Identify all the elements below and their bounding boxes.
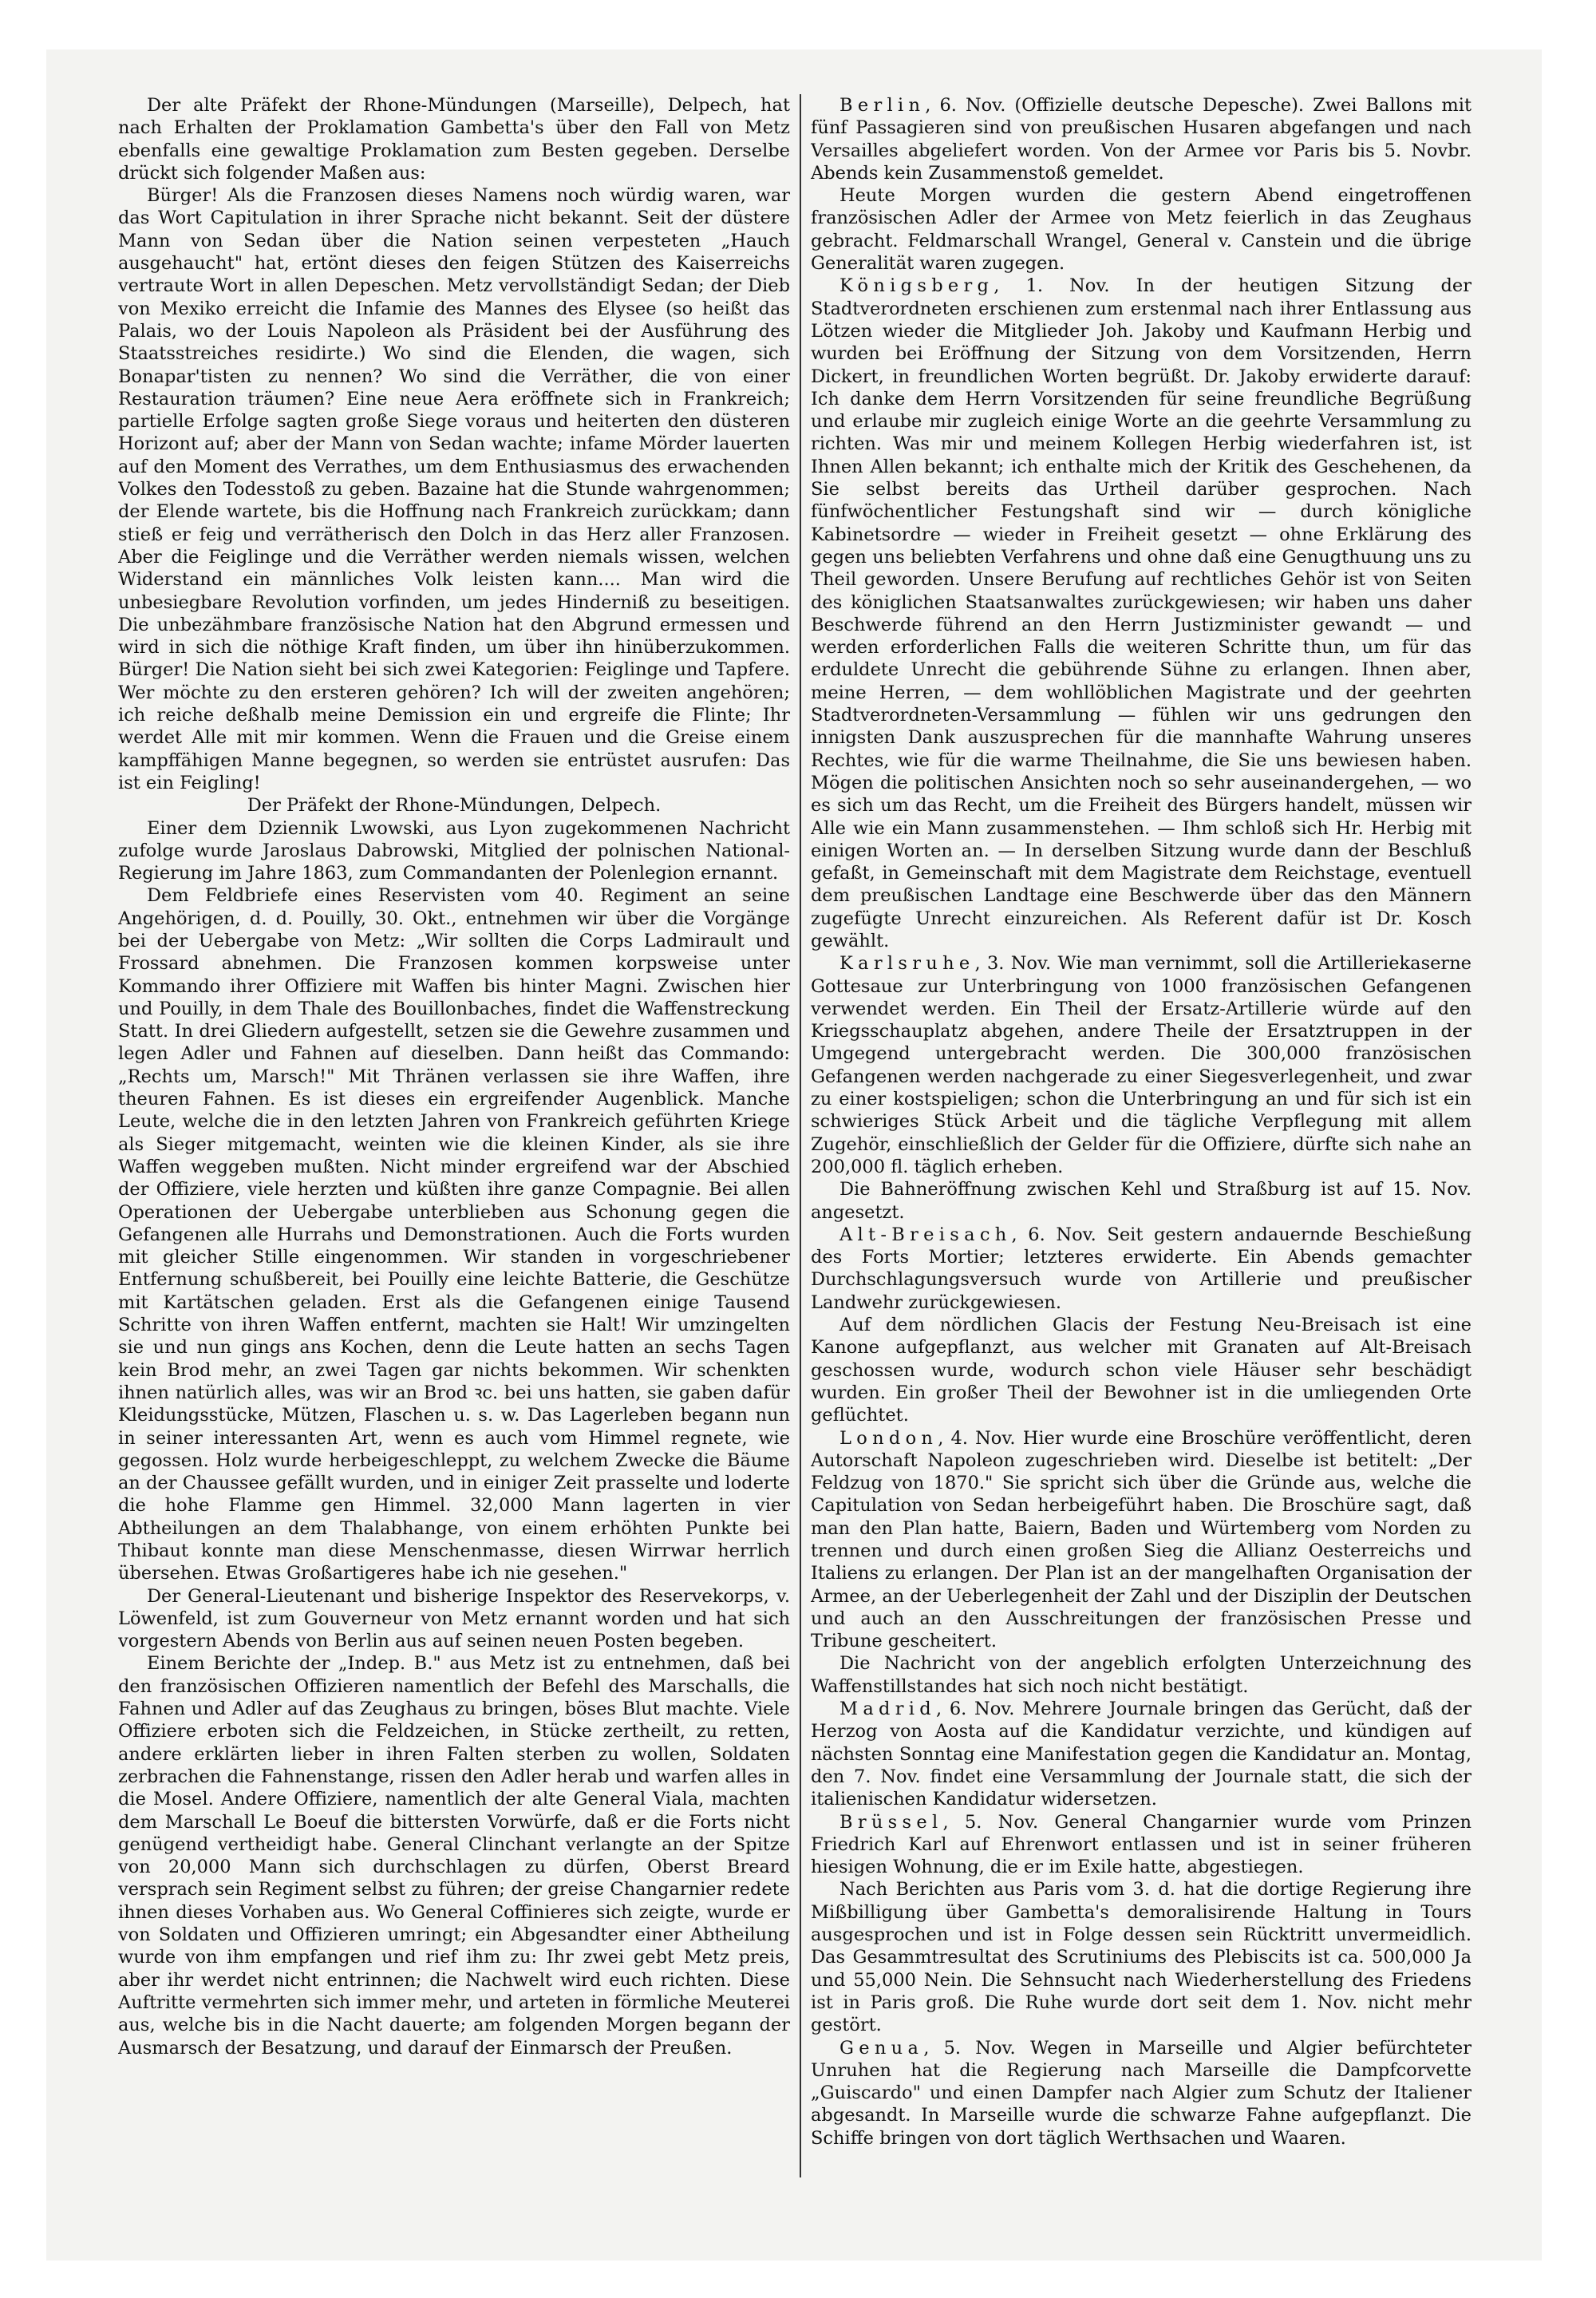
paragraph-text: Einer dem Dziennik Lwowski, aus Lyon zugekommenen Nachricht zufolge wurde Jaroslaus Dabrowski, Mitglied der polnischen National-Regierung im Jahre 1863, zum Commandanten der Polenlegion ernannt. (118, 817, 790, 884)
article-paragraph (811, 1878, 1472, 2036)
article-paragraph (118, 94, 790, 184)
paragraph-text: Auf dem nördlichen Glacis der Festung Neu-Breisach ist eine Kanone aufgepflanzt, aus welcher mit Granaten auf Alt-Breisach geschossen wurde, wodurch schon viele Häuser sehr beschädigt wurden. Ein großer Theil der Bewohner ist in die umliegenden Orte geflüchtet. (811, 1315, 1472, 1426)
paragraph-text: Dem Feldbriefe eines Reservisten vom 40. Regiment an seine Angehörigen, d. d. Pouilly, 30. Okt., entnehmen wir über die Vorgänge bei der Uebergabe von Metz: „Wir sollten die Corps Ladmirault und Frossard abnehmen. Die Franzosen kommen korpsweise unter Kommando ihrer Offiziere mit Waffen bis hinter Magni. Zwischen hier und Pouilly, in dem Thale des Bouillonbaches, findet die Waffenstreckung Statt. In drei Gliedern aufgestellt, setzen sie die Gewehre zusammen und legen Adler und Fahnen auf dieselben. Dann heißt das Commando: „Rechts um, Marsch!" Mit Thränen verlassen sie ihre Waffen, ihre theuren Fahnen. Es ist dieses ein ergreifender Augenblick. Manche Leute, welche die in den letzten Jahren von Frankreich geführten Kriege als Sieger mitgemacht, weinten wie die kleinen Kinder, als sie ihre Waffen weggeben mußten. Nicht minder ergreifend war der Abschied der Offiziere, viele herzten und küßten ihre ganze Compagnie. Bei allen Operationen der Uebergabe unterblieben aus Schonung gegen die Gefangenen alle Hurrahs und Demonstrationen. Auch die Forts wurden mit gleicher Stille eingenommen. Wir standen in vorgeschriebener Entfernung schußbereit, bei Pouilly eine leichte Batterie, die Geschütze mit Kartätschen geladen. Erst als die Gefangenen einige Tausend Schritte von ihren Waffen entfernt, machten sie Halt! Wir umzingelten sie und nun gings ans Kochen, denn die Leute hatten an sechs Tagen kein Brod mehr, an zwei Tagen gar nichts bekommen. Wir schenkten ihnen natürlich alles, was wir an Brod ꝛc. bei uns hatten, sie gaben dafür Kleidungsstücke, Mützen, Flaschen u. s. w. Das Lagerleben begann nun in seiner interessanten Art, wenn es auch vom Himmel regnete, wie gegossen. Holz wurde herbeigeschleppt, zu welchem Zwecke die Bäume an der Chaussee gefällt wurden, und in einiger Zeit prasselte und loderte die hohe Flamme gen Himmel. 32,000 Mann lagerten in vier Abtheilungen an dem Thalabhange, von einem erhöhten Punkte bei Thibaut konnte man diese Menschenmasse, diesen Wirrwar herrlich übersehen. Etwas Großartigeres habe ich nie gesehen." (118, 885, 790, 1584)
left-column (118, 94, 790, 2225)
right-column (811, 94, 1472, 2225)
article-paragraph (811, 94, 1472, 184)
column-divider (800, 94, 801, 2177)
paragraph-text: , 5. Nov. Wegen in Marseille und Algier befürchteter Unruhen hat die Regierung nach Marseille die Dampfcorvette „Guiscardo" und einen Dampfer nach Algier zum Schutz der Italiener abgesandt. In Marseille wurde die schwarze Fahne aufgepflanzt. Die Schiffe bringen von dort täglich Werthsachen und Waaren. (811, 2037, 1472, 2149)
article-paragraph (811, 1178, 1472, 1224)
paragraph-text: Der General-Lieutenant und bisherige Inspektor des Reservekorps, v. Löwenfeld, ist zum Gouverneur von Metz ernannt worden und hat sich vorgestern Abends von Berlin aus auf seinen neuen Posten begeben. (118, 1585, 790, 1652)
paragraph-text: Der Präfekt der Rhone-Mündungen, Delpech. (247, 795, 662, 817)
article-paragraph (118, 1652, 790, 2059)
dateline-place: Karlsruhe (839, 953, 975, 975)
article-paragraph (118, 184, 790, 794)
paragraph-text: Einem Berichte der „Indep. B." aus Metz ist zu entnehmen, daß bei den französischen Offizieren namentlich der Befehl des Marschalls, die Fahnen und Adler auf das Zeughaus zu bringen, böses Blut machte. Viele Offiziere erboten sich die Feldzeichen, in Stücke zertheilt, zu retten, andere erklärten lieber in ihren Falten sterben zu wollen, Soldaten zerbrachen die Fahnenstange, rissen den Adler herab und warfen alles in die Mosel. Andere Offiziere, namentlich der alte General Viala, machten dem Marschall Le Boeuf die bittersten Vorwürfe, daß er die Forts nicht genügend vertheidigt habe. General Clinchant verlangte an der Spitze von 20,000 Mann sich durchschlagen zu dürfen, Oberst Breard versprach sein Regiment selbst zu führen; der greise Changarnier redete ihnen dieses Vorhaben aus. Wo General Coffinieres sich zeigte, wurde er von Soldaten und Offizieren umringt; ein Abgesandter einer Abtheilung wurde von ihm empfangen und rief ihm zu: Ihr zwei gebt Metz preis, aber ihr werdet nicht entrinnen; die Nachwelt wird euch richten. Diese Auftritte vermehrten sich immer mehr, und arteten in förmliche Meuterei aus, welche bis in die Nacht dauerte; am folgenden Morgen begann der Ausmarsch der Besatzung, und darauf der Einmarsch der Preußen. (118, 1653, 790, 2059)
article-paragraph (811, 275, 1472, 952)
article-paragraph (118, 1585, 790, 1653)
dateline-place: Berlin (839, 95, 926, 116)
paragraph-text: Der alte Präfekt der Rhone-Mündungen (Marseille), Delpech, hat nach Erhalten der Proklamation Gambetta's über den Fall von Metz ebenfalls eine gewaltige Proklamation zum Besten gegeben. Derselbe drückt sich folgender Maßen aus: (118, 95, 790, 184)
article-paragraph (118, 884, 790, 1584)
article-paragraph (811, 952, 1472, 1178)
article-paragraph (811, 1698, 1472, 1810)
dateline-place: London (839, 1427, 938, 1449)
paragraph-text: Die Bahneröffnung zwischen Kehl und Straßburg ist auf 15. Nov. angesetzt. (811, 1179, 1472, 1223)
paragraph-text: , 5. Nov. General Changarnier wurde vom Prinzen Friedrich Karl auf Ehrenwort entlassen und ist in seiner früheren hiesigen Wohnung, die er im Exile hatte, abgestiegen. (811, 1811, 1472, 1878)
paragraph-text: , 6. Nov. Mehrere Journale bringen das Gerücht, daß der Herzog von Aosta auf die Kandidatur verzichte, und kündigen auf nächsten Sonntag eine Manifestation gegen die Kandidatur an. Montag, den 7. Nov. findet eine Versammlung der Journale statt, die sich der italienischen Kandidatur widersetzen. (811, 1699, 1472, 1810)
paragraph-text: , 3. Nov. Wie man vernimmt, soll die Artilleriekaserne Gottesaue zur Unterbringung von 1000 französischen Gefangenen verwendet werden. Ein Theil der Ersatz-Artillerie würde auf den Kriegsschauplatz abgehen, andere Theile der Ersatztruppen in der Umgegend untergebracht werden. Die 300,000 französischen Gefangenen werden nachgerade zu einer Siegesverlegenheit, und zwar zu einer kostspieligen; schon die Unterbringung an und für sich ist ein schwieriges Stück Arbeit und die tägliche Verpflegung mit allem Zugehör, einschließlich der Gelder für die Offiziere, dürfte sich nahe an 200,000 fl. täglich erheben. (811, 953, 1472, 1177)
paragraph-text: Nach Berichten aus Paris vom 3. d. hat die dortige Regierung ihre Mißbilligung über Gambetta's demoralisirende Haltung in Tours ausgesprochen und ist in Folge dessen sein Rücktritt unvermeidlich. Das Gesammtresultat des Scrutiniums des Plebiscits ist ca. 500,000 Ja und 55,000 Nein. Die Sehnsucht nach Wiederherstellung des Friedens ist in Paris groß. Die Ruhe wurde dort seit dem 1. Nov. nicht mehr gestört. (811, 1879, 1472, 2036)
paragraph-text: , 6. Nov. Seit gestern andauernde Beschießung des Forts Mortier; letzteres erwiderte. Ein Abends gemachter Durchschlagungsversuch wurde von Artillerie und preußischer Landwehr zurückgewiesen. (811, 1224, 1472, 1313)
dateline-place: Alt-Breisach (839, 1224, 1012, 1245)
dateline-place: Brüssel (839, 1811, 943, 1833)
paragraph-text: Bürger! Als die Franzosen dieses Namens noch würdig waren, war das Wort Capitulation in ihrer Sprache nicht bekannt. Seit der düstere Mann von Sedan über die Nation seinen verpesteten „Hauch ausgehaucht" hat, ertönt dieses den feigen Stützen des Kaiserreichs vertraute Wort in allen Depeschen. Metz vervollständigt Sedan; der Dieb von Mexiko erreicht die Infamie des Mannes des Elysee (so heißt das Palais, wo der Louis Napoleon als Präsident bei der Ausführung des Staatsstreiches residirte.) Wo sind die Elenden, die wagen, sich Bonapar'tisten zu nennen? Wo sind die Verräther, die von einer Restauration träumen? Eine neue Aera eröffnete sich in Frankreich; partielle Erfolge sagten große Siege voraus und heiterten den düsteren Horizont auf; aber der Mann von Sedan wachte; infame Mörder lauerten auf den Moment des Verrathes, um dem Enthusiasmus des erwachenden Volkes den Todesstoß zu geben. Bazaine hat die Stunde wahrgenommen; der Elende wartete, bis die Hoffnung nach Frankreich zurückkam; dann stieß er feig und verrätherisch den Dolch in das Herz aller Franzosen. Aber die Feiglinge und die Verräther werden niemals wissen, welchen Widerstand ein männliches Volk leisten kann.... Man wird die unbesiegbare Revolution vorfinden, um jedes Hinderniß zu beseitigen. Die unbezähmbare französische Nation hat den Abgrund ermessen und wird in sich die nöthige Kraft finden, um über ihn hinüberzukommen. Bürger! Die Nation sieht bei sich zwei Kategorien: Feiglinge und Tapfere. Wer möchte zu den ersteren gehören? Ich will der zweiten angehören; ich reiche deßhalb meine Demission ein und ergreife die Flinte; Ihr werdet Alle mit mir kommen. Wenn die Frauen und die Greise einem kampffähigen Manne begegnen, so werden sie entrüstet ausrufen: Das ist ein Feigling! (118, 185, 790, 793)
dateline-place: Genua (839, 2037, 924, 2059)
paragraph-text: Heute Morgen wurden die gestern Abend eingetroffenen französischen Adler der Armee von Metz feierlich in das Zeughaus gebracht. Feldmarschall Wrangel, General v. Canstein und die übrige Generalität waren zugegen. (811, 185, 1472, 275)
article-paragraph (118, 794, 790, 817)
paragraph-text: , 4. Nov. Hier wurde eine Broschüre veröffentlicht, deren Autorschaft Napoleon zugeschrieben wird. Dieselbe ist betitelt: „Der Feldzug von 1870." Sie spricht sich über die Gründe aus, welche die Capitulation von Sedan herbeigeführt haben. Die Broschüre sagt, daß man den Plan hatte, Baiern, Baden und Würtemberg vom Norden zu trennen und durch einen großen Sieg die Allianz Oesterreichs und Italiens zu erlangen. Der Plan ist an der mangelhaften Organisation der Armee, an der Ueberlegenheit der Zahl und der Disziplin der Deutschen und auch an den Ausschreitungen der französischen Presse und Tribune gescheitert. (811, 1427, 1472, 1652)
article-paragraph (811, 1224, 1472, 1314)
article-paragraph (811, 1427, 1472, 1653)
paragraph-text: Die Nachricht von der angeblich erfolgten Unterzeichnung des Waffenstillstandes hat sich noch nicht bestätigt. (811, 1653, 1472, 1697)
dateline-place: Madrid (839, 1699, 937, 1720)
dateline-place: Königsberg (839, 275, 994, 297)
article-paragraph (811, 2037, 1472, 2150)
article-paragraph (118, 817, 790, 885)
paragraph-text: , 6. Nov. (Offizielle deutsche Depesche). Zwei Ballons mit fünf Passagieren sind von preußischen Husaren abgefangen und nach Versailles abgeliefert worden. Von der Armee vor Paris bis 5. Novbr. Abends kein Zusammenstoß gemeldet. (811, 95, 1472, 184)
paragraph-text: , 1. Nov. In der heutigen Sitzung der Stadtverordneten erschienen zum erstenmal nach ihrer Entlassung aus Lötzen wieder die Mitglieder Joh. Jakoby und Kaufmann Herbig und wurden bei Eröffnung der Sitzung von dem Vorsitzenden, Herrn Dickert, in freundlichen Worten begrüßt. Dr. Jakoby erwiderte darauf: Ich danke dem Herrn Vorsitzenden für seine freundliche Begrüßung und erlaube mir zugleich einige Worte an die geehrte Versammlung zu richten. Was mir und meinem Kollegen Herbig wiederfahren ist, ist Ihnen Allen bekannt; ich enthalte mich der Kritik des Geschehenen, da Sie selbst bereits das Urtheil darüber gesprochen. Nach fünfwöchentlicher Festungshaft sind wir — durch königliche Kabinetsordre — wieder in Freiheit gesetzt — ohne Erklärung des gegen uns beliebten Verfahrens und ohne daß eine Genugthuung uns zu Theil geworden. Unsere Berufung auf rechtliches Gehör ist von Seiten des königlichen Staatsanwaltes zurückgewiesen; wir haben uns daher Beschwerde führend an den Herrn Justizminister gewandt — und werden erforderlichen Falls die weiteren Schritte thun, um für das erduldete Unrecht die gebührende Sühne zu erlangen. Ihnen aber, meine Herren, — dem wohllöblichen Magistrate und der geehrten Stadtverordneten-Versammlung — fühlen wir uns gedrungen den innigsten Dank auszusprechen für die mannhafte Wahrung unseres Rechtes, wie für die warme Theilnahme, die Sie uns bewiesen haben. Mögen die politischen Ansichten noch so sehr auseinandergehen, — wo es sich um das Recht, um die Freiheit des Bürgers handelt, müssen wir Alle wie ein Mann zusammenstehen. — Ihm schloß sich Hr. Herbig mit einigen Worten an. — In derselben Sitzung wurde dann der Beschluß gefaßt, in Gemeinschaft mit dem Magistrate dem Reichstage, eventuell dem preußischen Landtage eine Beschwerde über das den Männern zugefügte Unrecht einzureichen. Als Referent dafür ist Dr. Kosch gewählt. (811, 275, 1472, 951)
article-paragraph (811, 1314, 1472, 1426)
article-paragraph (811, 1811, 1472, 1879)
article-paragraph (811, 1652, 1472, 1698)
article-paragraph (811, 184, 1472, 275)
